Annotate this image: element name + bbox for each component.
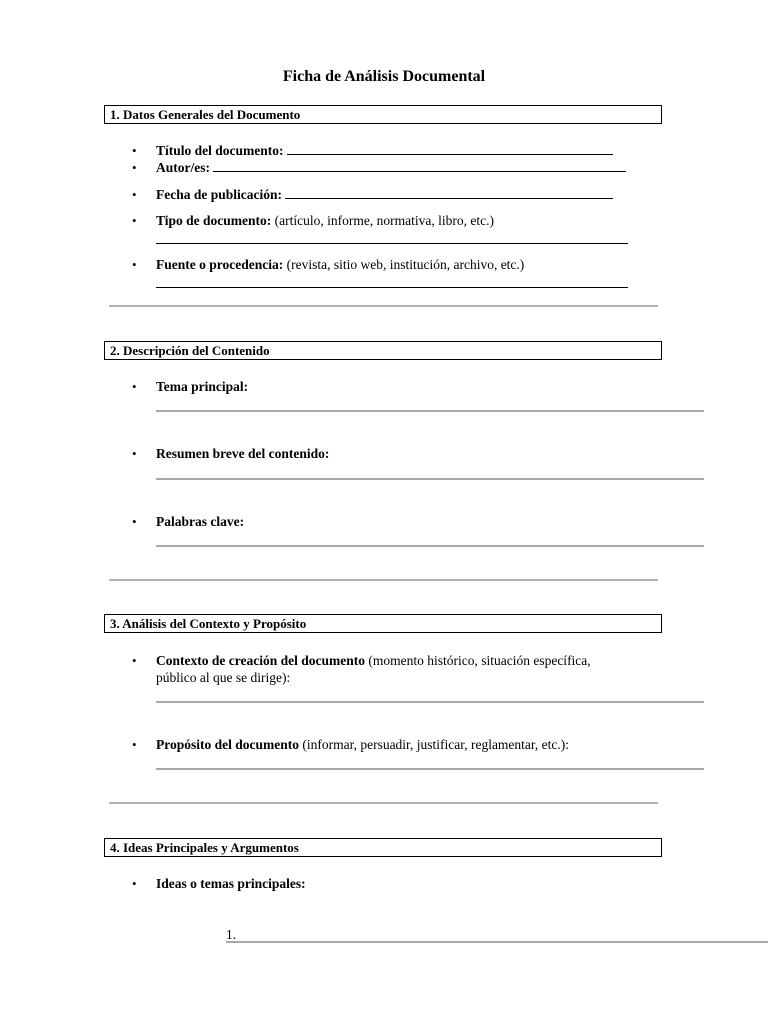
idea-1-input-line[interactable] (226, 941, 768, 943)
field-label: Fecha de publicación: (156, 187, 283, 202)
section-divider (109, 305, 658, 307)
palabras-input-line[interactable] (156, 545, 704, 547)
field-label: Tema principal: (156, 379, 249, 394)
tema-input-line[interactable] (156, 410, 704, 412)
bullet: • (132, 876, 137, 891)
field-titulo (132, 142, 613, 159)
fecha-input-line[interactable] (285, 186, 613, 199)
field-palabras (132, 513, 245, 530)
field-resumen (132, 445, 330, 462)
field-contexto (132, 652, 591, 669)
section-4-heading: 4. Ideas Principales y Argumentos (104, 838, 662, 857)
section-2-heading: 2. Descripción del Contenido (104, 341, 662, 360)
section-divider (109, 802, 658, 804)
page-title: Ficha de Análisis Documental (282, 68, 486, 85)
proposito-input-line[interactable] (156, 768, 704, 770)
tipo-input-line[interactable] (156, 243, 628, 244)
field-label: Tipo de documento: (156, 213, 272, 228)
bullet: • (132, 379, 137, 394)
field-label: Palabras clave: (156, 514, 245, 529)
idea-number: 1. (226, 927, 237, 942)
field-label: Ideas o temas principales: (156, 876, 306, 891)
field-label: Fuente o procedencia: (156, 257, 284, 272)
bullet: • (132, 514, 137, 529)
field-label: Contexto de creación del documento (156, 653, 365, 668)
contexto-input-line[interactable] (156, 701, 704, 703)
field-note: (revista, sitio web, institución, archivo, etc.) (286, 257, 525, 272)
resumen-input-line[interactable] (156, 478, 704, 480)
bullet: • (132, 213, 137, 228)
section-1-heading: 1. Datos Generales del Documento (104, 105, 662, 124)
field-note: (informar, persuadir, justificar, reglamentar, etc.): (302, 737, 569, 752)
field-note: (artículo, informe, normativa, libro, etc.) (274, 213, 494, 228)
bullet: • (132, 160, 137, 175)
field-tipo (132, 212, 494, 229)
field-label: Resumen breve del contenido: (156, 446, 330, 461)
autor-input-line[interactable] (213, 159, 626, 172)
field-ideas (132, 875, 306, 892)
fuente-input-line[interactable] (156, 287, 628, 288)
field-note: (momento histórico, situación específica, (368, 653, 591, 668)
bullet: • (132, 653, 137, 668)
field-tema (132, 378, 249, 395)
field-fuente (132, 256, 525, 273)
field-label: Propósito del documento (156, 737, 300, 752)
bullet: • (132, 446, 137, 461)
bullet: • (132, 257, 137, 272)
field-label: Autor/es: (156, 160, 210, 175)
bullet: • (132, 143, 137, 158)
field-fecha (132, 186, 613, 203)
titulo-input-line[interactable] (287, 142, 613, 155)
section-3-heading: 3. Análisis del Contexto y Propósito (104, 614, 662, 633)
bullet: • (132, 187, 137, 202)
field-autor (132, 159, 626, 176)
field-contexto-cont: público al que se dirige): (156, 670, 291, 685)
bullet: • (132, 737, 137, 752)
field-proposito (132, 736, 569, 753)
section-divider (109, 579, 658, 581)
field-label: Título del documento: (156, 143, 284, 158)
